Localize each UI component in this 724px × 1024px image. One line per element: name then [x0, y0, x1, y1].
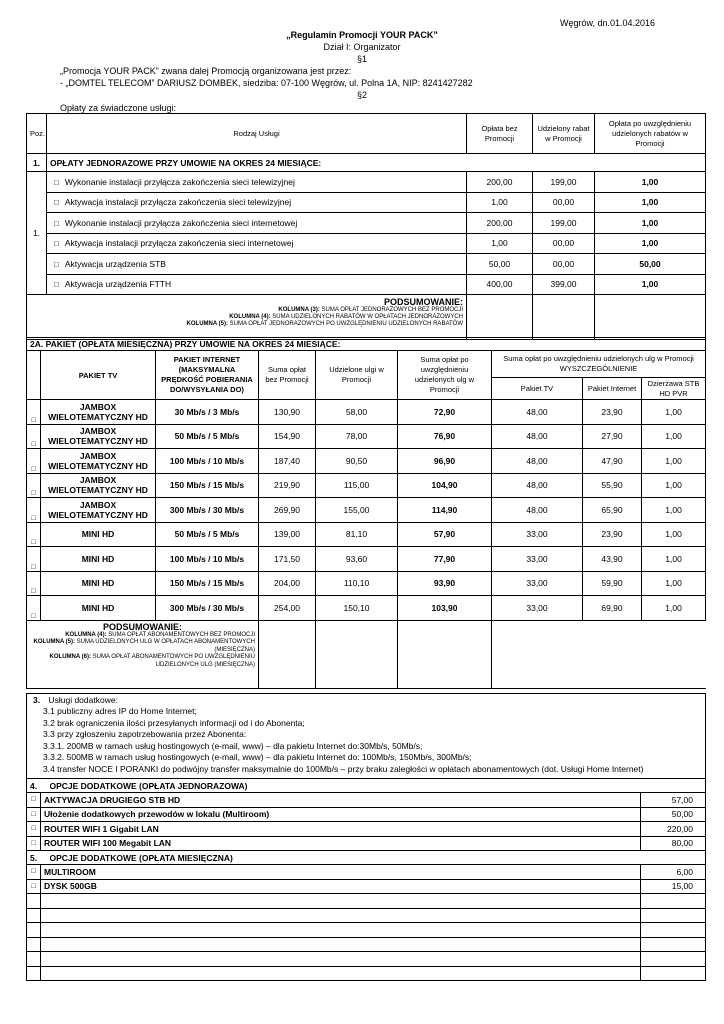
option-price: 220,00: [641, 822, 706, 837]
checkbox[interactable]: □: [27, 400, 41, 425]
additional-services-table: [26, 693, 706, 981]
option-price: 57,00: [641, 793, 706, 808]
package-tv: JAMBOX WIELOTEMATYCZNY HD: [41, 400, 156, 425]
option-name: ROUTER WIFI 100 Megabit LAN: [41, 836, 641, 851]
summary-1-line: KOLUMNA (4): SUMA UDZIELONYCH RABATÓW W OPŁATACH JEDNORAZOWYCH: [229, 314, 463, 320]
empty-row: [27, 952, 706, 967]
fee-name: □ Aktywacja urządzenia STB: [47, 254, 467, 275]
col-pkg-net: Pakiet Internet: [583, 378, 642, 400]
package-net-price: 65,90: [583, 498, 642, 523]
package-net-price: 47,90: [583, 449, 642, 474]
package-row: [27, 449, 706, 474]
package-tv-price: 33,00: [492, 596, 583, 621]
package-discount: 90,50: [316, 449, 398, 474]
option-name: AKTYWACJA DRUGIEGO STB HD: [41, 793, 641, 808]
package-internet: 30 Mb/s / 3 Mb/s: [156, 400, 259, 425]
option-row: [27, 865, 706, 880]
package-after: 57,90: [398, 522, 492, 547]
col-discount2: Udzielone ulgi w Promocji: [316, 351, 398, 400]
fee-after: 1,00: [595, 172, 706, 193]
package-sum: 269,90: [259, 498, 316, 523]
empty-row: [27, 937, 706, 952]
package-row: [27, 473, 706, 498]
checkbox[interactable]: □: [54, 259, 59, 269]
option-price: 6,00: [641, 865, 706, 880]
section-3-num: 3.: [33, 695, 41, 705]
checkbox[interactable]: □: [27, 473, 41, 498]
checkbox[interactable]: □: [27, 498, 41, 523]
paragraph-2: §2: [356, 90, 367, 100]
package-row: [27, 424, 706, 449]
package-tv: MINI HD: [41, 522, 156, 547]
section-5-title: 5. OPCJE DODATKOWE (OPŁATA MIESIĘCZNA): [27, 851, 706, 865]
package-discount: 93,60: [316, 547, 398, 572]
package-discount: 155,00: [316, 498, 398, 523]
package-internet: 150 Mb/s / 15 Mb/s: [156, 473, 259, 498]
col-after2: Suma opłat po uwzględnieniu udzielonych ulg w Promocji: [398, 351, 492, 400]
summary-2: [27, 620, 259, 688]
service-line: 3.3.1. 200MB w ramach usług hostingowych (e-mail, www) – dla pakietu Internet do:30Mb/s, 50Mb/s;: [43, 740, 423, 751]
package-net-price: 23,90: [583, 400, 642, 425]
package-sum: 254,00: [259, 596, 316, 621]
fee-row: [27, 172, 706, 193]
section-3: [27, 694, 706, 779]
summary-1: [27, 295, 467, 340]
row-poz: 1.: [27, 172, 47, 295]
option-name: MULTIROOM: [41, 865, 641, 880]
section-1-title: OPŁATY JEDNORAZOWE PRZY UMOWIE NA OKRES 24 MIESIĄCE:: [47, 154, 706, 172]
option-row: [27, 836, 706, 851]
option-row: [27, 879, 706, 894]
package-internet: 300 Mb/s / 30 Mb/s: [156, 596, 259, 621]
fee-discount: 399,00: [533, 274, 595, 295]
package-tv-price: 48,00: [492, 424, 583, 449]
package-row: [27, 498, 706, 523]
col-discount: Udzielony rabat w Promocji: [533, 114, 595, 154]
fee-discount: 00,00: [533, 233, 595, 254]
option-row: [27, 793, 706, 808]
service-line: 3.3 przy zgłoszeniu zapotrzebowania przez Abonenta:: [43, 729, 247, 739]
fee-after: 1,00: [595, 233, 706, 254]
package-stb-price: 1,00: [642, 424, 706, 449]
service-line: 3.4 transfer NOCE I PORANKI do podwójny transfer maksymalnie do 100Mb/s – przy braku zaległości w opłatach abonamentowych (dot. Usługi Home Internet): [43, 763, 644, 774]
fee-row: [27, 192, 706, 213]
summary-1-line: KOLUMNA (5): SUMA OPŁAT JEDNORAZOWYCH PO UWZGLĘDNIENIU UDZIELONYCH RABATÓW: [186, 321, 463, 327]
package-sum: 171,50: [259, 547, 316, 572]
package-row: [27, 571, 706, 596]
package-net-price: 27,90: [583, 424, 642, 449]
section-3-title: Usługi dodatkowe:: [48, 695, 118, 705]
package-tv: JAMBOX WIELOTEMATYCZNY HD: [41, 424, 156, 449]
package-tv-price: 33,00: [492, 547, 583, 572]
package-tv-price: 33,00: [492, 571, 583, 596]
col-stb: Dzierżawa STB HD PVR: [642, 378, 706, 400]
package-sum: 139,00: [259, 522, 316, 547]
package-internet: 50 Mb/s / 5 Mb/s: [156, 424, 259, 449]
package-discount: 78,00: [316, 424, 398, 449]
package-sum: 187,40: [259, 449, 316, 474]
col-detail: Suma opłat po uwzględnieniu udzielonych ulg w Promocji WYSZCZEGÓLNIENIE: [492, 351, 706, 378]
place-date: Węgrów, dn.01.04.2016: [560, 18, 656, 28]
package-tv: JAMBOX WIELOTEMATYCZNY HD: [41, 498, 156, 523]
empty-row: [27, 923, 706, 938]
checkbox[interactable]: □: [27, 879, 41, 894]
checkbox[interactable]: □: [27, 865, 41, 880]
checkbox[interactable]: □: [27, 596, 41, 621]
col-pkg-tv: Pakiet TV: [492, 378, 583, 400]
package-tv: JAMBOX WIELOTEMATYCZNY HD: [41, 473, 156, 498]
package-internet: 100 Mb/s / 10 Mb/s: [156, 547, 259, 572]
checkbox[interactable]: □: [27, 571, 41, 596]
fee-amount: 200,00: [467, 172, 533, 193]
fee-row: [27, 233, 706, 254]
fee-name: □ Aktywacja instalacji przyłącza zakończenia sieci telewizyjnej: [47, 192, 467, 213]
package-row: [27, 547, 706, 572]
package-row: [27, 400, 706, 425]
fee-discount: 00,00: [533, 192, 595, 213]
summary-1-title: PODSUMOWANIE:: [383, 297, 463, 307]
package-after: 93,90: [398, 571, 492, 596]
paragraph-1: §1: [356, 54, 367, 64]
company-info: - „DOMTEL TELECOM” DARIUSZ DOMBEK, siedziba: 07-100 Węgrów, ul. Polna 1A, NIP: 8241427282: [60, 78, 473, 88]
package-tv-price: 48,00: [492, 498, 583, 523]
option-name: DYSK 500GB: [41, 879, 641, 894]
fee-amount: 400,00: [467, 274, 533, 295]
option-name: ROUTER WIFI 1 Gigabit LAN: [41, 822, 641, 837]
empty-row: [27, 894, 706, 909]
package-row: [27, 522, 706, 547]
package-discount: 115,00: [316, 473, 398, 498]
summary-2-line: KOLUMNA (4): SUMA OPŁAT ABONAMENTOWYCH BEZ PROMOCJI: [65, 631, 255, 638]
fee-amount: 50,00: [467, 254, 533, 275]
section-2a-title: 2A. PAKIET (OPŁATA MIESIĘCZNA) PRZY UMOWIE NA OKRES 24 MIESIĄCE:: [27, 338, 706, 351]
package-sum: 130,90: [259, 400, 316, 425]
checkbox[interactable]: □: [54, 198, 59, 208]
package-net-price: 59,90: [583, 571, 642, 596]
checkbox[interactable]: □: [27, 807, 41, 822]
package-discount: 150,10: [316, 596, 398, 621]
package-after: 114,90: [398, 498, 492, 523]
monthly-package-table: [26, 337, 706, 689]
package-stb-price: 1,00: [642, 547, 706, 572]
package-internet: 100 Mb/s / 10 Mb/s: [156, 449, 259, 474]
option-name: Ułożenie dodatkowych przewodów w lokalu (Multiroom): [41, 807, 641, 822]
fee-after: 1,00: [595, 274, 706, 295]
package-stb-price: 1,00: [642, 473, 706, 498]
col-service: Rodzaj Usługi: [47, 114, 467, 154]
package-discount: 58,00: [316, 400, 398, 425]
package-tv: MINI HD: [41, 547, 156, 572]
option-price: 15,00: [641, 879, 706, 894]
summary-1-line: KOLUMNA (3): SUMA OPŁAT JEDNORAZOWYCH BEZ PROMOCJI: [278, 307, 463, 313]
package-after: 77,90: [398, 547, 492, 572]
package-sum: 154,90: [259, 424, 316, 449]
service-line: 3.1 publiczny adres IP do Home Internet;: [43, 706, 197, 716]
col-sum: Suma opłat bez Promocji: [259, 351, 316, 400]
fee-row: [27, 254, 706, 275]
package-tv: JAMBOX WIELOTEMATYCZNY HD: [41, 449, 156, 474]
package-discount: 81,10: [316, 522, 398, 547]
fees-intro: Opłaty za świadczone usługi:: [60, 103, 177, 113]
section-1-num: 1.: [27, 154, 47, 172]
one-time-fees-table: [26, 113, 706, 340]
col-poz: Poz.: [27, 114, 47, 154]
fee-name: □ Aktywacja urządzenia FTTH: [47, 274, 467, 295]
package-stb-price: 1,00: [642, 449, 706, 474]
col-tv: PAKIET TV: [41, 351, 156, 400]
checkbox[interactable]: □: [54, 177, 59, 187]
package-after: 72,90: [398, 400, 492, 425]
service-line: 3.2 brak ograniczenia ilości przesyłanych informacji od i do Abonenta;: [43, 717, 305, 728]
package-row: [27, 596, 706, 621]
package-after: 76,90: [398, 424, 492, 449]
fee-amount: 1,00: [467, 233, 533, 254]
checkbox[interactable]: □: [54, 239, 59, 249]
checkbox[interactable]: □: [27, 836, 41, 851]
option-row: [27, 822, 706, 837]
fee-after: 1,00: [595, 213, 706, 234]
section-4-title: 4. OPCJE DODATKOWE (OPŁATA JEDNORAZOWA): [27, 779, 706, 793]
col-after: Opłata po uwzględnieniu udzielonych rabatów w Promocji: [595, 114, 706, 154]
summary-2-line: KOLUMNA (6): SUMA OPŁAT ABONAMENTOWYCH PO UWZGLĘDNIENIU UDZIELONYCH ULG (MIESIĘCZNA): [49, 654, 255, 668]
option-price: 50,00: [641, 807, 706, 822]
option-price: 80,00: [641, 836, 706, 851]
package-internet: 300 Mb/s / 30 Mb/s: [156, 498, 259, 523]
fee-discount: 199,00: [533, 213, 595, 234]
package-sum: 204,00: [259, 571, 316, 596]
empty-row: [27, 908, 706, 923]
promo-intro: „Promocja YOUR PACK” zwana dalej Promocją organizowana jest przez:: [60, 66, 352, 76]
checkbox[interactable]: □: [27, 547, 41, 572]
summary-2-title: PODSUMOWANIE:: [102, 621, 182, 632]
fee-row: [27, 213, 706, 234]
checkbox[interactable]: □: [27, 522, 41, 547]
package-discount: 110,10: [316, 571, 398, 596]
checkbox[interactable]: □: [27, 793, 41, 808]
fee-name: □ Wykonanie instalacji przyłącza zakończenia sieci telewizyjnej: [47, 172, 467, 193]
package-net-price: 23,90: [583, 522, 642, 547]
fee-discount: 199,00: [533, 172, 595, 193]
checkbox[interactable]: □: [54, 218, 59, 228]
fee-name: □ Aktywacja instalacji przyłącza zakończenia sieci internetowej: [47, 233, 467, 254]
package-net-price: 69,90: [583, 596, 642, 621]
col-fee: Opłata bez Promocji: [467, 114, 533, 154]
document-title: „Regulamin Promocji YOUR PACK”: [286, 30, 438, 40]
col-internet: PAKIET INTERNET (MAKSYMALNA PRĘDKOŚĆ POBIERANIA DO/WYSYŁANIA DO): [156, 351, 259, 400]
package-sum: 219,90: [259, 473, 316, 498]
package-tv: MINI HD: [41, 571, 156, 596]
section-5-num: 5.: [30, 852, 38, 863]
package-stb-price: 1,00: [642, 400, 706, 425]
checkbox[interactable]: □: [27, 449, 41, 474]
package-tv-price: 48,00: [492, 400, 583, 425]
fee-after: 1,00: [595, 192, 706, 213]
package-stb-price: 1,00: [642, 522, 706, 547]
empty-row: [27, 966, 706, 981]
fee-discount: 00,00: [533, 254, 595, 275]
section-4-num: 4.: [30, 780, 38, 791]
option-row: [27, 807, 706, 822]
package-tv-price: 33,00: [492, 522, 583, 547]
package-tv-price: 48,00: [492, 473, 583, 498]
checkbox[interactable]: □: [54, 280, 59, 290]
fee-amount: 1,00: [467, 192, 533, 213]
summary-2-line: KOLUMNA (5): SUMA UDZIELONYCH ULG W OPŁATACH ABONAMENTOWYCH (MIESIĘCZNA): [33, 639, 255, 653]
checkbox[interactable]: □: [27, 424, 41, 449]
package-net-price: 55,90: [583, 473, 642, 498]
package-internet: 150 Mb/s / 15 Mb/s: [156, 571, 259, 596]
service-line: 3.3.2. 500MB w ramach usług hostingowych (e-mail, www) – dla pakietu Internet do: 100Mb/s, 150Mb/s, 300Mb/s;: [43, 752, 472, 762]
fee-name: □ Wykonanie instalacji przyłącza zakończenia sieci internetowej: [47, 213, 467, 234]
section-label: Dział I: Organizator: [323, 42, 401, 52]
package-tv: MINI HD: [41, 596, 156, 621]
package-tv-price: 48,00: [492, 449, 583, 474]
fee-after: 50,00: [595, 254, 706, 275]
checkbox[interactable]: □: [27, 822, 41, 837]
package-stb-price: 1,00: [642, 571, 706, 596]
package-net-price: 43,90: [583, 547, 642, 572]
fee-amount: 200,00: [467, 213, 533, 234]
package-after: 103,90: [398, 596, 492, 621]
package-after: 104,90: [398, 473, 492, 498]
package-internet: 50 Mb/s / 5 Mb/s: [156, 522, 259, 547]
fee-row: [27, 274, 706, 295]
package-stb-price: 1,00: [642, 596, 706, 621]
package-after: 96,90: [398, 449, 492, 474]
package-stb-price: 1,00: [642, 498, 706, 523]
